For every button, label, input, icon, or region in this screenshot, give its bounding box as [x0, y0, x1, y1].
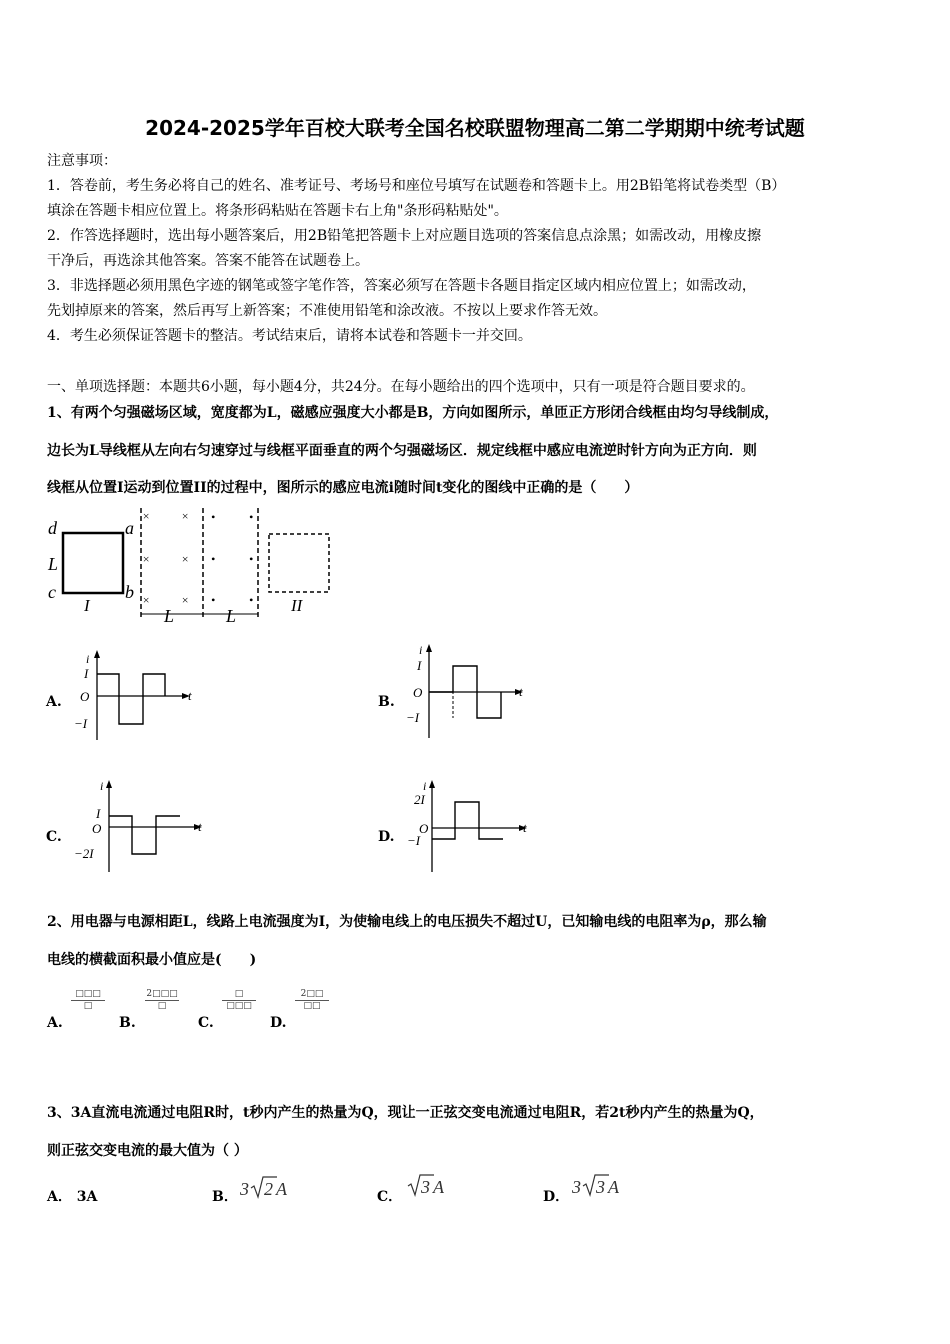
label-negI: −I: [407, 833, 421, 848]
q1-option-a[interactable]: A.: [46, 694, 62, 710]
axis-i: i: [86, 652, 90, 666]
graph-c: [72, 776, 212, 876]
option-letter: A．: [47, 1189, 72, 1205]
label-O: O: [80, 689, 90, 704]
label-O: O: [92, 821, 102, 836]
radicand: 3: [421, 1177, 430, 1197]
notice-item-3a: 3．非选择题必须用黑色字迹的钢笔或签字笔作答，答案必须写在答题卡各题目指定区域内相应位置上；如需改动，: [47, 278, 756, 294]
unit: A: [433, 1177, 444, 1197]
q1-option-c[interactable]: C.: [46, 829, 62, 845]
label-O: O: [419, 821, 429, 836]
q2-formula-c: [222, 989, 256, 1011]
graph-a: [72, 648, 202, 744]
field-dot: •: [249, 510, 254, 524]
q1-option-b[interactable]: B.: [378, 694, 395, 710]
label-I: I: [96, 806, 101, 821]
q3-option-c[interactable]: C．: [377, 1189, 403, 1205]
field-cross: ×: [142, 552, 151, 566]
axis-t: t: [198, 819, 202, 834]
notice-item-4: 4．考生必须保证答题卡的整洁。考试结束后，请将本试卷和答题卡一并交回。: [47, 328, 532, 344]
q1-line-2: 边长为L导线框从左向右匀速穿过与线框平面垂直的两个匀强磁场区．规定线框中感应电流逆时针方向为正方向．则: [47, 443, 757, 459]
q2-line-2: 电线的横截面积最小值应是( ): [47, 952, 257, 968]
q1-option-d[interactable]: D.: [378, 829, 395, 845]
label-width-2: L: [226, 606, 237, 624]
q3-option-d[interactable]: D．: [543, 1189, 570, 1205]
field-dot: •: [211, 593, 216, 607]
q1-line-3: 线框从位置I运动到位置II的过程中，图所示的感应电流i随时间t变化的图线中正确的是（ ）: [47, 480, 639, 496]
label-I: I: [84, 666, 89, 681]
axis-i: i: [419, 643, 423, 657]
radicand: 3: [596, 1177, 605, 1197]
field-dot: •: [211, 552, 216, 566]
q2-option-a[interactable]: A.: [47, 1015, 63, 1031]
option-value: 3A: [76, 1189, 98, 1205]
axis-t: t: [523, 820, 527, 835]
numerator: □□□: [71, 989, 105, 1001]
notice-item-2b: 干净后，再选涂其他答案。答案不能答在试题卷上。: [47, 253, 369, 269]
field-cross: ×: [181, 593, 190, 607]
axis-i: i: [423, 779, 427, 793]
label-negI: −I: [74, 716, 88, 731]
label-L-side: L: [48, 554, 59, 574]
label-negI: −I: [406, 710, 420, 725]
graph-d: [405, 776, 535, 876]
label-position-2: II: [291, 596, 303, 615]
q2-formula-a: [71, 989, 105, 1011]
axis-t: t: [188, 688, 192, 703]
numerator: 2□□: [295, 989, 329, 1001]
field-cross: ×: [142, 509, 151, 523]
q3-value-d: [570, 1172, 630, 1200]
numerator: 2□□□: [146, 989, 178, 999]
field-cross: ×: [142, 593, 151, 607]
field-dot: •: [211, 510, 216, 524]
notice-heading: 注意事项：: [47, 153, 117, 169]
denominator: □□: [303, 1001, 321, 1011]
label-width-1: L: [164, 606, 175, 624]
coefficient: 3: [240, 1179, 249, 1199]
field-cross: ×: [181, 509, 190, 523]
q3-option-b[interactable]: B．: [212, 1189, 238, 1205]
frame-position-1: [63, 533, 123, 593]
axis-i: i: [100, 779, 104, 793]
q2-option-b[interactable]: B.: [119, 1015, 136, 1031]
page-title: 2024-2025学年百校大联考全国名校联盟物理高二第二学期期中统考试题: [145, 116, 805, 140]
denominator: □: [83, 1001, 93, 1011]
label-O: O: [413, 685, 423, 700]
q2-option-c[interactable]: C.: [198, 1015, 214, 1031]
denominator: □□□: [226, 1001, 252, 1011]
label-2I: 2I: [414, 792, 425, 807]
label-I: I: [417, 658, 422, 673]
notice-item-3b: 先划掉原来的答案，然后再写上新答案；不准使用铅笔和涂改液。不按以上要求作答无效。: [47, 303, 607, 319]
q2-formula-d: [295, 989, 329, 1011]
q2-option-d[interactable]: D.: [270, 1015, 287, 1031]
unit: A: [276, 1179, 287, 1199]
notice-item-1a: 1．答卷前，考生务必将自己的姓名、准考证号、考场号和座位号填写在试题卷和答题卡上。用2B铅笔将试卷类型（B）: [47, 178, 786, 194]
denominator: □: [157, 1001, 167, 1011]
label-position-1: I: [84, 596, 90, 615]
field-cross: ×: [181, 552, 190, 566]
radicand: 2: [264, 1179, 273, 1199]
field-dot: •: [249, 593, 254, 607]
q3-value-c: [405, 1172, 455, 1200]
coefficient: 3: [572, 1177, 581, 1197]
graph-b: [405, 640, 535, 740]
q2-formula-b: [145, 989, 179, 1011]
section-heading: 一、单项选择题：本题共6小题，每小题4分，共24分。在每小题给出的四个选项中，只有一项是符合题目要求的。: [47, 379, 755, 395]
notice-item-2a: 2．作答选择题时，选出每小题答案后，用2B铅笔把答题卡上对应题目选项的答案信息点涂黑；如需改动，用橡皮擦: [47, 228, 762, 244]
label-b: b: [125, 582, 134, 602]
label-neg2I: −2I: [74, 846, 94, 861]
label-d: d: [48, 518, 57, 538]
q3-value-b: [238, 1174, 298, 1202]
q3-option-a[interactable]: [47, 1186, 97, 1206]
q3-line-1: 3、3A直流电流通过电阻R时，t秒内产生的热量为Q，现让一正弦交变电流通过电阻R，若2t秒内产生的热量为Q，: [47, 1105, 764, 1121]
label-a: a: [125, 518, 134, 538]
q2-line-1: 2、用电器与电源相距L，线路上电流强度为I，为使输电线上的电压损失不超过U，已知输电线的电阻率为ρ，那么输: [47, 914, 767, 930]
frame-position-2: [269, 534, 329, 592]
numerator: □: [222, 989, 256, 1001]
unit: A: [608, 1177, 619, 1197]
notice-item-1b: 填涂在答题卡相应位置上。将条形码粘贴在答题卡右上角"条形码粘贴处"。: [47, 203, 508, 219]
q3-line-2: 则正弦交变电流的最大值为（ ）: [47, 1143, 248, 1159]
field-dot: •: [249, 552, 254, 566]
q1-line-1: 1、有两个匀强磁场区域，宽度都为L，磁感应强度大小都是B，方向如图所示，单匝正方形闭合线框由均匀导线制成，: [47, 405, 779, 421]
label-c: c: [48, 582, 56, 602]
q1-field-diagram: [44, 506, 344, 624]
axis-t: t: [519, 684, 523, 699]
